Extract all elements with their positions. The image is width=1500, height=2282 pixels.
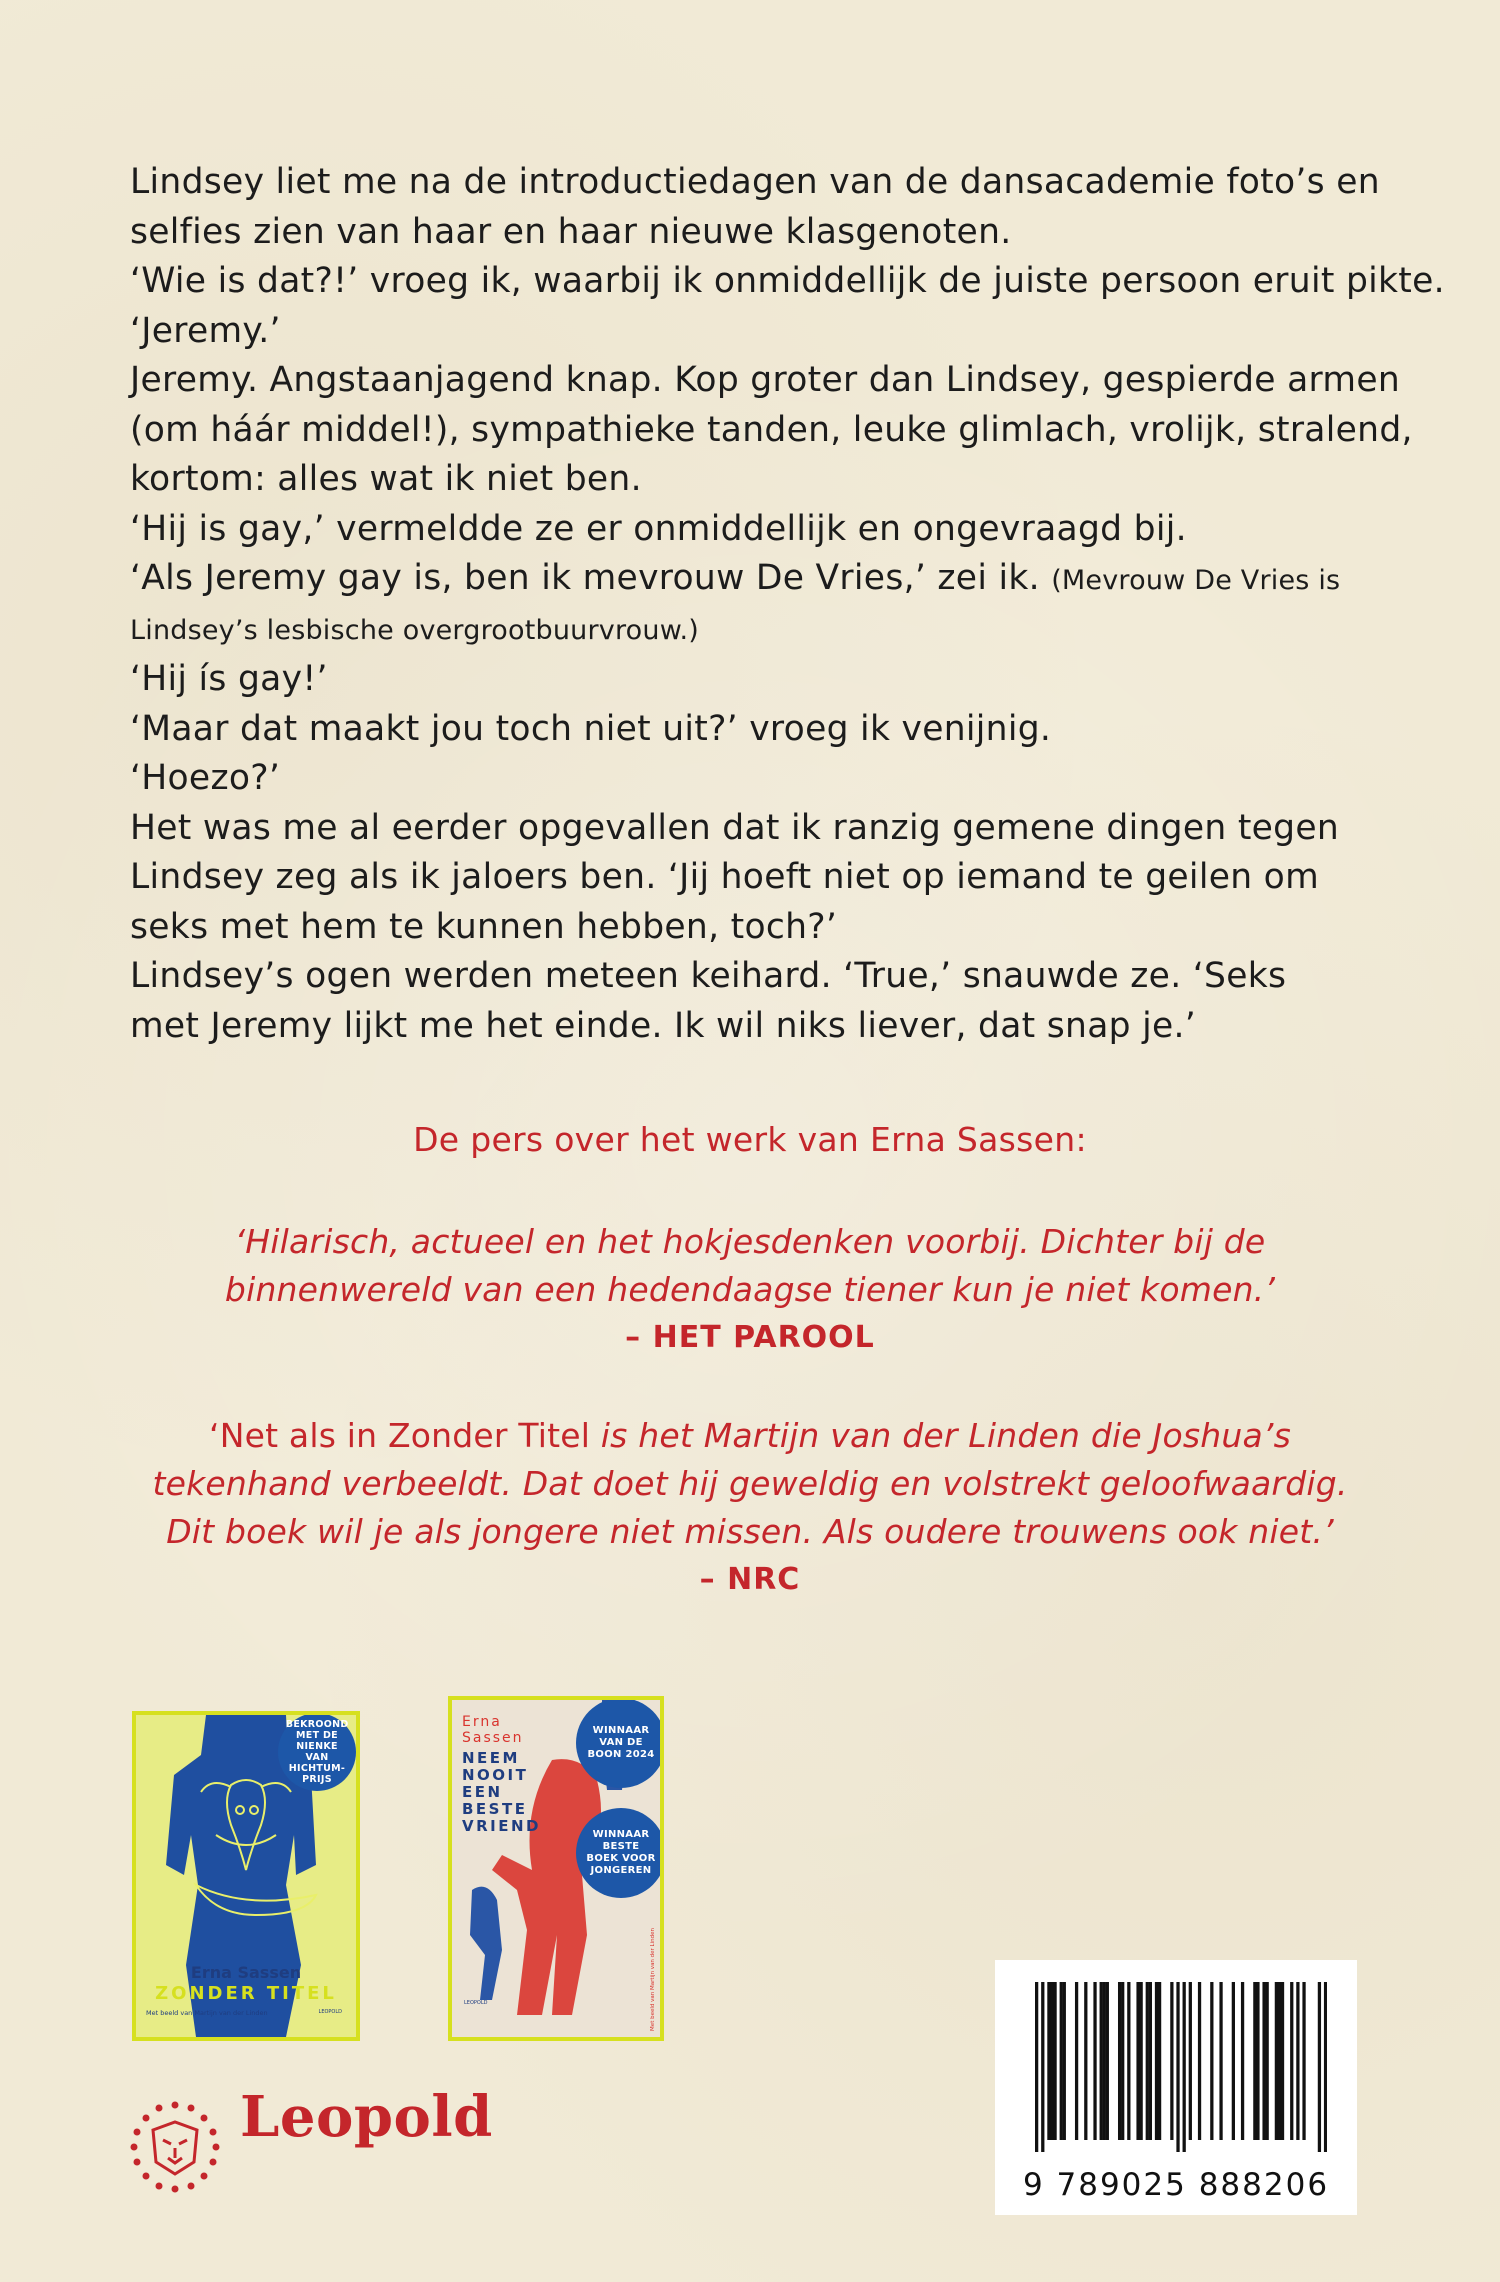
barcode-bar [1118, 1982, 1121, 2140]
excerpt-line: ‘Wie is dat?!’ vroeg ik, waarbij ik onmiddellijk de juiste persoon eruit pikte. [130, 261, 1445, 301]
isbn-digits: 9 789025 888206 [1022, 2167, 1330, 2203]
quote-text: is het Martijn van der Linden die Joshua’s [590, 1416, 1291, 1455]
excerpt-aside: (Mevrouw De Vries is [1051, 565, 1341, 596]
award-badge: WINNAAR BESTE BOEK VOOR JONGEREN [576, 1808, 664, 1898]
barcode-bar [1278, 1982, 1281, 2140]
barcode-bar [1093, 1982, 1096, 2140]
excerpt-line: kortom: alles wat ik niet ben. [130, 459, 642, 499]
barcode-bar [1318, 1982, 1321, 2152]
barcode-bar [1136, 1982, 1139, 2140]
barcode-bar [1155, 1982, 1158, 2140]
cover-title: ZONDER TITEL [155, 1983, 337, 2004]
barcode-bar [1210, 1982, 1213, 2140]
press-quote-nrc [0, 1412, 1500, 1604]
excerpt-line: met Jeremy lijkt me het einde. Ik wil niks liever, dat snap je.’ [130, 1005, 1197, 1046]
barcode-bar [1060, 1982, 1063, 2140]
barcode-bar [1219, 1982, 1222, 2140]
press-heading: De pers over het werk van Erna Sassen: [413, 1120, 1087, 1159]
excerpt-line: Jeremy. Angstaanjagend knap. Kop groter dan Lindsey, gespierde armen [130, 360, 1401, 400]
barcode-bar [1106, 1982, 1109, 2140]
excerpt-line: Het was me al eerder opgevallen dat ik ranzig gemene dingen tegen [130, 807, 1340, 848]
excerpt-text: ‘Als Jeremy gay is, ben ik mevrouw De Vries,’ zei ik. [130, 558, 1040, 598]
quote-line: tekenhand verbeeldt. Dat doet hij geweldig en volstrekt geloofwaardig. [152, 1464, 1348, 1503]
publisher-name: Leopold [240, 2084, 493, 2150]
barcode-bar [1100, 1982, 1103, 2140]
press-quote-parool [0, 1218, 1500, 1362]
cover-publisher: LEOPOLD [318, 2009, 342, 2015]
cover-title: NEEM NOOIT EEN BESTE VRIEND [462, 1749, 541, 1835]
barcode-bar [1127, 1982, 1130, 2140]
barcode-bar [1050, 1982, 1053, 2140]
excerpt-line: (om háár middel!), sympathieke tanden, leuke glimlach, vrolijk, stralend, [130, 409, 1413, 450]
cover-credit: Met beeld van Martijn van der Linden [146, 2009, 268, 2017]
cover-credit: Met beeld van Martijn van der Linden [650, 1928, 656, 2031]
excerpt-line: seks met hem te kunnen hebben, toch?’ [130, 906, 838, 947]
barcode-bars [1035, 1982, 1327, 2152]
cover-author: Erna Sassen [190, 1963, 302, 1982]
barcode-bar [1296, 1982, 1299, 2140]
award-badge: BEKROOND MET DE NIENKE VAN HICHTUM-PRIJS [278, 1713, 356, 1791]
barcode-bar [1266, 1982, 1269, 2140]
barcode-bar [1176, 1982, 1179, 2152]
barcode-bar [1256, 1982, 1259, 2140]
barcode-bar [1047, 1982, 1050, 2140]
quote-source: – HET PAROOL [625, 1320, 875, 1355]
excerpt-line: ‘Hoezo?’ [130, 758, 281, 798]
barcode-bar [1232, 1982, 1235, 2140]
barcode-bar [1275, 1982, 1278, 2140]
lion-logo-icon [128, 2100, 222, 2194]
barcode-bar [1053, 1982, 1056, 2140]
barcode-bar [1063, 1982, 1066, 2140]
barcode-bar [1198, 1982, 1201, 2140]
book-cover-zonder-titel [132, 1711, 360, 2041]
barcode-bar [1189, 1982, 1192, 2140]
book-excerpt [130, 158, 1445, 1051]
barcode-bar [1084, 1982, 1087, 2140]
barcode-bar [1140, 1982, 1143, 2140]
quote-title-text: ‘Net als in Zonder Titel [209, 1416, 591, 1455]
barcode-bar [1149, 1982, 1152, 2140]
excerpt-line: ‘Maar dat maakt jou toch niet uit?’ vroeg ik venijnig. [130, 708, 1052, 749]
barcode-bar [1290, 1982, 1293, 2140]
excerpt-line [130, 554, 1430, 606]
cover-author: Erna Sassen [462, 1714, 524, 1746]
barcode-bar [1035, 1982, 1038, 2152]
quote-line: Dit boek wil je als jongere niet missen. Als oudere trouwens ook niet.’ [166, 1512, 1334, 1551]
excerpt-line: Lindsey liet me na de introductiedagen van de dansacademie foto’s en [130, 162, 1380, 202]
barcode-bar [1103, 1982, 1106, 2140]
barcode-bar [1170, 1982, 1173, 2140]
quote-line: ‘Hilarisch, actueel en het hokjesdenken voorbij. Dichter bij de [234, 1222, 1266, 1261]
barcode-bar [1241, 1982, 1244, 2140]
barcode-bar [1121, 1982, 1124, 2140]
barcode-bar [1281, 1982, 1284, 2140]
barcode-bar [1041, 1982, 1044, 2152]
barcode-bar [1183, 1982, 1186, 2152]
quote-line: binnenwereld van een hedendaagse tiener kun je niet komen.’ [224, 1270, 1276, 1309]
cover-publisher: LEOPOLD [464, 2000, 488, 2006]
book-cover-neem-nooit-een-beste-vriend [448, 1696, 664, 2041]
barcode [995, 1960, 1357, 2215]
barcode-bar [1324, 1982, 1327, 2152]
excerpt-line: ‘Hij is gay,’ vermeldde ze er onmiddellijk en ongevraagd bij. [130, 508, 1187, 549]
barcode-bar [1262, 1982, 1265, 2140]
barcode-bar [1075, 1982, 1078, 2140]
quote-line [0, 1412, 1500, 1460]
barcode-bar [1158, 1982, 1161, 2140]
barcode-bar [1146, 1982, 1149, 2140]
award-badge: WINNAAR VAN DE BOON 2024 [576, 1698, 664, 1788]
barcode-bar [1302, 1982, 1305, 2140]
excerpt-line: ‘Hij ís gay!’ [130, 659, 328, 699]
excerpt-line: Lindsey’s ogen werden meteen keihard. ‘True,’ snauwde ze. ‘Seks [130, 956, 1287, 996]
excerpt-aside: Lindsey’s lesbische overgrootbuurvrouw.) [130, 614, 700, 646]
excerpt-line: ‘Jeremy.’ [130, 310, 281, 351]
quote-source: – NRC [699, 1562, 801, 1597]
barcode-bar [1253, 1982, 1256, 2140]
excerpt-line: selfies zien van haar en haar nieuwe klasgenoten. [130, 211, 1012, 252]
excerpt-line: Lindsey zeg als ik jaloers ben. ‘Jij hoeft niet op iemand te geilen om [130, 857, 1319, 897]
